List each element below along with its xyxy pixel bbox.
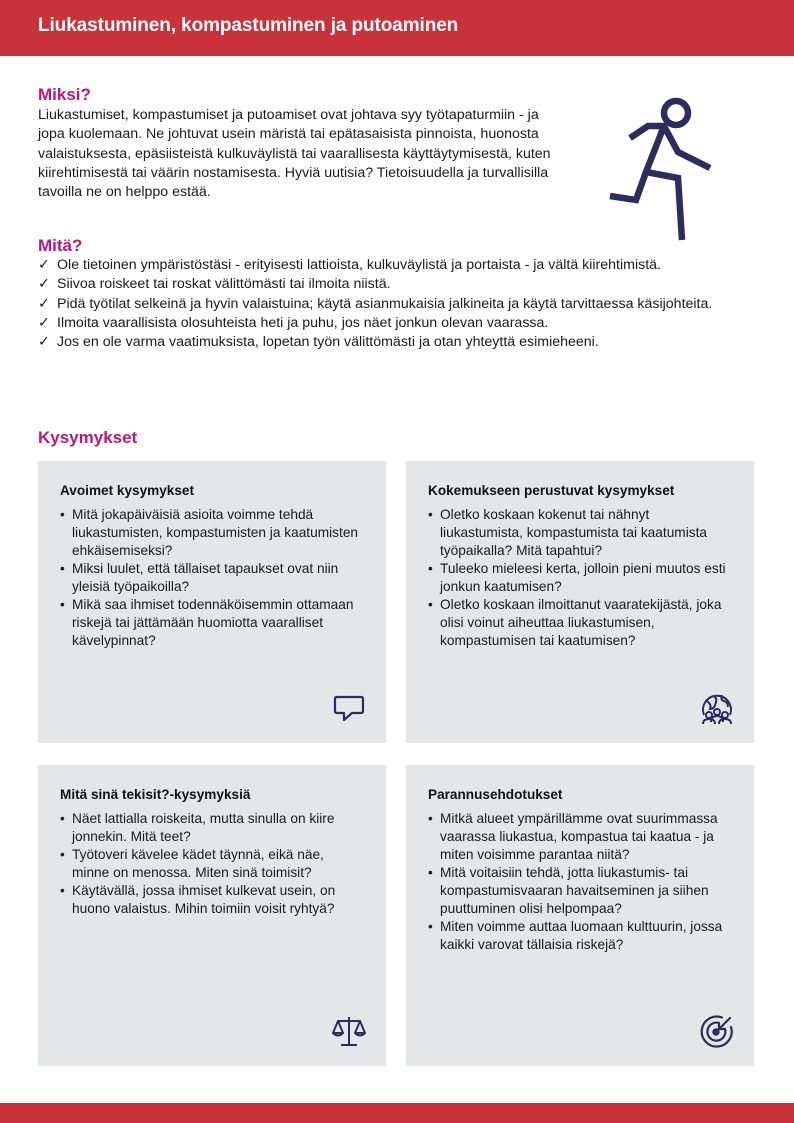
card-title: Avoimet kysymykset bbox=[60, 483, 194, 498]
list-item: • Miksi luulet, että tällaiset tapaukset ovat niin yleisiä työpaikoilla? bbox=[60, 561, 339, 594]
question-card-open bbox=[38, 461, 386, 743]
checkmark-icon: ✓ bbox=[38, 276, 50, 293]
card-question-list bbox=[428, 506, 732, 650]
target-arrow-icon bbox=[698, 1012, 736, 1050]
checkmark-icon: ✓ bbox=[38, 314, 50, 331]
header-bar bbox=[0, 0, 794, 56]
list-item: • Näet lattialla roiskeita, mutta sinulla on kiire jonnekin. Mitä teet? bbox=[60, 811, 335, 844]
checklist-item: ✓ Ole tietoinen ympäristöstäsi - erityisesti lattioista, kulkuväylistä ja portaista - ja vältä kiirehtimistä. bbox=[38, 256, 738, 275]
card-question-list bbox=[60, 506, 364, 650]
why-heading: Miksi? bbox=[38, 85, 91, 104]
question-card-experience bbox=[406, 461, 754, 743]
globe-people-icon bbox=[698, 689, 736, 727]
list-item: • Mitkä alueet ympärillämme ovat suurimmassa vaarassa liukastua, kompastua tai kaatua - ja miten voisimme parantaa niitä? bbox=[428, 811, 718, 862]
list-item: • Mikä saa ihmiset todennäköisemmin ottamaan riskejä tai jättämään huomiotta vaaralliset kävelypinnat? bbox=[60, 597, 354, 648]
checkmark-icon: ✓ bbox=[38, 257, 50, 273]
list-item: • Miten voimme auttaa luomaan kulttuurin, jossa kaikki varovat tällaisia riskejä? bbox=[428, 919, 723, 952]
checklist-item: ✓ Jos en ole varma vaatimuksista, lopetan työn välittömästi ja otan yhteyttä esimieheeni. bbox=[38, 333, 738, 352]
card-question-list bbox=[60, 810, 364, 918]
what-heading: Mitä? bbox=[38, 236, 83, 255]
checklist-item: ✓ Siivoa roiskeet tai roskat välittömästi tai ilmoita niistä. bbox=[38, 275, 738, 294]
card-question-list bbox=[428, 810, 732, 954]
checklist-item: ✓ Ilmoita vaarallisista olosuhteista heti ja puhu, jos näet jonkun olevan vaarassa. bbox=[38, 314, 738, 333]
footer-bar bbox=[0, 1103, 794, 1123]
page-title: Liukastuminen, kompastuminen ja putoaminen bbox=[38, 15, 459, 36]
list-item: • Mitä jokapäiväisiä asioita voimme tehdä liukastumisten, kompastumisten ja kaatumisten ehkäisemiseksi? bbox=[60, 507, 359, 558]
speech-bubble-icon bbox=[330, 689, 368, 727]
list-item: • Työtoveri kävelee kädet täynnä, eikä näe, minne on menossa. Miten sinä toimisit? bbox=[60, 847, 324, 880]
list-item: • Käytävällä, jossa ihmiset kulkevat usein, on huono valaistus. Mihin toimiin voisit ryhtyä? bbox=[60, 883, 336, 916]
list-item: • Oletko koskaan kokenut tai nähnyt liukastumista, kompastumista tai kaatumista työpaikalla? Mitä tapahtui? bbox=[428, 507, 708, 558]
checklist bbox=[38, 256, 738, 352]
checkmark-icon: ✓ bbox=[38, 295, 50, 312]
card-title: Kokemukseen perustuvat kysymykset bbox=[428, 483, 675, 498]
list-item: • Mitä voitaisiin tehdä, jotta liukastumis- tai kompastumisvaaran havaitseminen ja siihen puuttuminen olisi helpompaa? bbox=[428, 865, 709, 916]
list-item: • Oletko koskaan ilmoittanut vaaratekijästä, joka olisi voinut aiheuttaa liukastumisen, kompastumisen tai kaatumisen? bbox=[428, 597, 722, 648]
card-title: Parannusehdotukset bbox=[428, 787, 563, 802]
list-item: • Tuleeko mieleesi kerta, jolloin pieni muutos esti jonkun kaatumisen? bbox=[428, 561, 726, 594]
checkmark-icon: ✓ bbox=[38, 334, 50, 351]
running-person-icon bbox=[606, 96, 718, 244]
question-card-improvements bbox=[406, 765, 754, 1066]
checklist-item: ✓ Pidä työtilat selkeinä ja hyvin valaistuina; käytä asianmukaisia jalkineita ja käytä tarvittaessa käsijohteita. bbox=[38, 295, 738, 314]
questions-heading: Kysymykset bbox=[38, 428, 138, 447]
why-text: Liukastumiset, kompastumiset ja putoamiset ovat johtava syy työtapaturmiin - ja jopa kuolemaan. Ne johtuvat usein märistä tai epätasaisista pinnoista, huonosta valaistuksesta, epäsiisteistä kulkuväylistä tai vaarallisesta käyttäytymisestä, kuten kiirehtimisestä tai väärin nostamisesta. Hyviä uutisia? Tietoisuudella ja turvallisilla tavoilla ne on helppo estää. bbox=[38, 107, 551, 201]
question-card-what-would-you-do bbox=[38, 765, 386, 1066]
scales-icon bbox=[330, 1012, 368, 1050]
card-title: Mitä sinä tekisit?-kysymyksiä bbox=[60, 787, 251, 802]
